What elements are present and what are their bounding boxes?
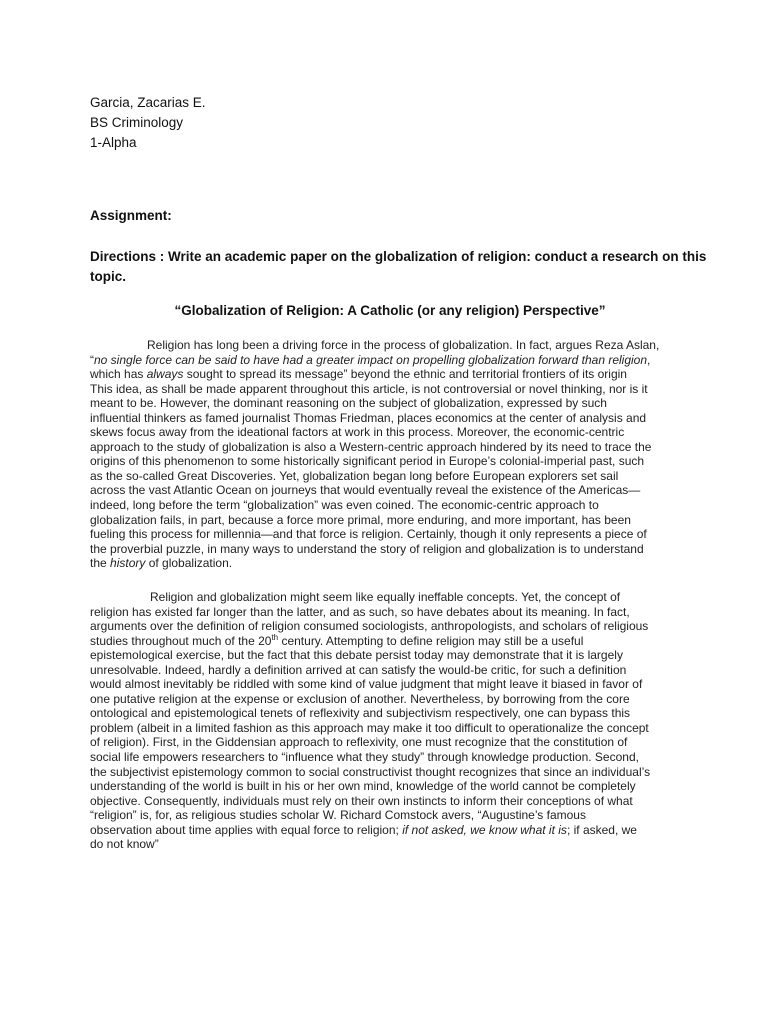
paragraph-line: arguments over the definition of religion consumed sociologists, anthropologists, and scholars of religious: [90, 619, 649, 634]
paragraph-line: the subjectivist epistemology common to social constructivist thought recognizes that since an individual’s: [90, 764, 651, 779]
paragraph-line: epistemological exercise, but the fact that this debate persist today may demonstrate that it is largely: [90, 648, 623, 663]
paragraph-line: meant to be. However, the dominant reasoning on the subject of globalization, expressed by such: [90, 396, 607, 411]
paragraph-line: unresolvable. Indeed, hardly a definition arrived at can satisfy the would-be critic, for such a definition: [90, 662, 627, 677]
paragraph-line: would almost inevitably be riddled with some kind of value judgment that might leave it biased in favor of: [90, 677, 643, 692]
paragraph-line: which has always sought to spread its message” beyond the ethnic and territorial frontiers of its origin: [90, 367, 627, 382]
student-name: Garcia, Zacarias E.: [90, 95, 206, 110]
paragraph-line: influential thinkers as famed journalist Thomas Friedman, places economics at the center of analysis and: [90, 410, 647, 425]
paragraph-line: of religion). First, in the Giddensian approach to reflexivity, one must recognize that the constitution of: [90, 735, 628, 750]
directions-line: Directions : Write an academic paper on the globalization of religion: conduct a research on this: [90, 249, 707, 264]
paragraph-line: observation about time applies with equal force to religion; if not asked, we know what it is; if asked, we: [90, 822, 637, 837]
paragraph-line: Religion has long been a driving force in the process of globalization. In fact, argues Reza Aslan,: [147, 338, 660, 352]
paragraph-line: “religion” is, for, as religious studies scholar W. Richard Comstock avers, “Augustine’s famous: [90, 808, 586, 823]
student-info: [90, 93, 206, 153]
paragraph-line: objective. Consequently, individuals must rely on their own instincts to inform their conceptions of what: [90, 793, 633, 808]
paragraph-line: the history of globalization.: [90, 556, 233, 571]
paragraph-line: approach to the study of globalization is also a Western-centric approach hindered by its need to trace the: [90, 439, 652, 454]
paragraph-line: understanding of the world is built in his or her own mind, knowledge of the world cannot be completely: [90, 779, 636, 794]
paragraph-line: social life empowers researchers to “influence what they study” through knowledge production. Second,: [90, 750, 639, 765]
quote-emphasis: no single force can be said to have had a greater impact on propelling globalization forward than religion: [94, 352, 648, 367]
paragraph-line: ontological and epistemological tenets of reflexivity and subjectivism respectively, one can bypass this: [90, 706, 631, 721]
paragraph-line: religion has existed far longer than the latter, and as such, so have debates about its meaning. In fact,: [90, 604, 630, 619]
paragraph-line: indeed, long before the term “globalization” was even coined. The economic-centric approach to: [90, 498, 599, 513]
directions: [90, 247, 707, 287]
paragraph-line: as the so-called Great Discoveries. Yet, globalization began long before European explorers set sail: [90, 468, 619, 483]
paragraph-line: origins of this phenomenon to some historically significant period in Europe’s colonial-imperial past, such: [90, 454, 645, 469]
emphasis: always: [146, 367, 184, 382]
emphasis: history: [110, 556, 146, 571]
emphasis: if not asked, we know what it is: [402, 822, 567, 837]
assignment-label: Assignment:: [90, 208, 172, 223]
paragraph-line: globalization fails, in part, because a force more primal, more enduring, and more important, has been: [90, 512, 631, 527]
paragraph-line: “no single force can be said to have had a greater impact on propelling globalization forward than religion,: [90, 352, 651, 367]
paragraph-line: This idea, as shall be made apparent throughout this article, is not controversial or novel thinking, nor is it: [90, 381, 648, 396]
paragraph-line: one putative religion at the expense or exclusion of another. Nevertheless, by borrowing from the core: [90, 691, 630, 706]
paragraph-line: do not know”: [90, 837, 159, 852]
paragraph-line: fueling this process for millennia—and that force is religion. Certainly, though it only represents a piece of: [90, 527, 647, 542]
paragraph-line: across the vast Atlantic Ocean on journeys that would eventually reveal the existence of the Americas—: [90, 483, 641, 498]
paper-title: “Globalization of Religion: A Catholic (or any religion) Perspective”: [174, 303, 606, 318]
paragraph-line: studies throughout much of the 20th century. Attempting to define religion may still be a useful: [90, 632, 584, 648]
student-course: BS Criminology: [90, 115, 184, 130]
superscript: th: [271, 632, 279, 642]
paragraph-2: [90, 590, 682, 852]
paragraph-line: the proverbial puzzle, in many ways to understand the story of religion and globalization is to understand: [90, 541, 644, 556]
paragraph-line: Religion and globalization might seem like equally ineffable concepts. Yet, the concept of: [150, 590, 621, 604]
paragraph-line: problem (albeit in a limited fashion as this approach may make it too difficult to operationalize the concept: [90, 720, 649, 735]
paragraph-1: [90, 338, 682, 571]
student-section: 1-Alpha: [90, 135, 137, 150]
directions-line: topic.: [90, 269, 126, 284]
paragraph-line: skews focus away from the ideational factors at work in this process. Moreover, the economic-centric: [90, 425, 625, 440]
